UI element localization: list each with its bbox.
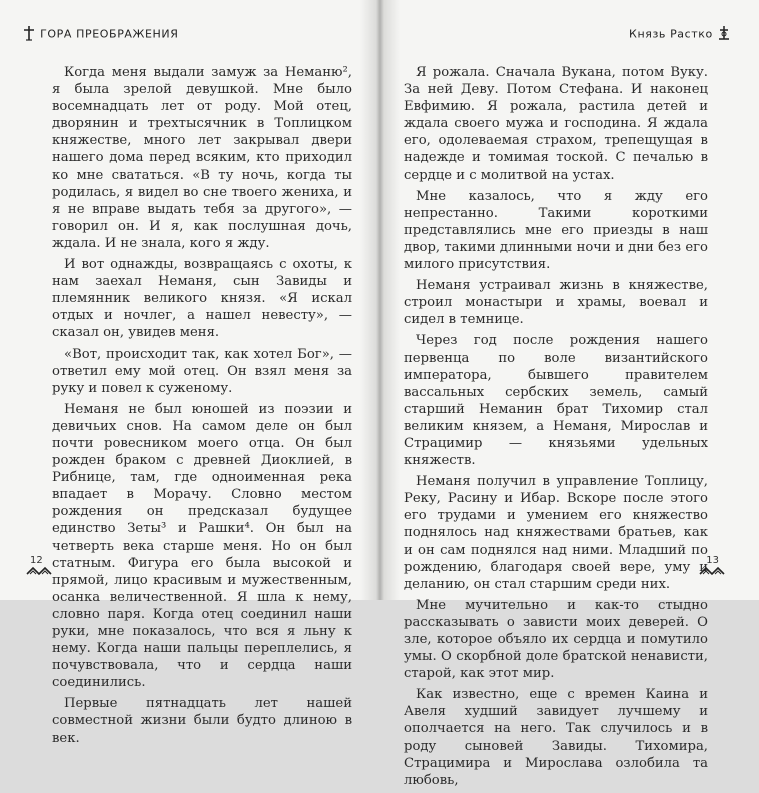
running-head-right	[629, 25, 731, 44]
paragraph: Я рожала. Сначала Вукана, потом Вуку. За ней Деву. Потом Стефана. И наконец Евфимию. Я рожала, растила детей и ждала своего мужа и господина. Я ждала его, одолеваемая страхом, трепещущая в надежде и томимая тоской. С печалью в сердце и с молитвой на устах.	[404, 65, 708, 183]
crown-icon	[717, 25, 731, 44]
paragraph: Неманя получил в управление Топлицу, Реку, Расину и Ибар. Вскоре после этого его трудами и умением его княжество поднялось над княжествами братьев, как и он сам поднялся над ними. Младший по рождению, благодаря своей вере, уму и деланию, он стал старшим среди них.	[404, 474, 708, 592]
right-page	[380, 0, 759, 788]
paragraph: Неманя устраивал жизнь в княжестве, строил монастыри и храмы, воевал и сидел в темнице.	[404, 278, 708, 328]
paragraph: Мне казалось, что я жду его непрестанно. Такими короткими представлялись мне его приезды в наш двор, такими длинными ночи и дни без его милого присутствия.	[404, 188, 708, 273]
paragraph: Мне мучительно и как-то стыдно рассказывать о зависти моих деверей. О зле, которое объяло их сердца и помутило умы. О скорбной доле братской ненависти, старой, как этот мир.	[404, 597, 708, 682]
running-head-title: ГОРА ПРЕОБРАЖЕНИЯ	[40, 27, 179, 41]
left-page	[0, 0, 378, 746]
paragraph: И вот однажды, возвращаясь с охоты, к нам заехал Неманя, сын Завиды и племянник великого князя. «Я искал отдых и ночлег, а нашел невесту», — сказал он, увидев меня.	[52, 257, 352, 341]
book-gutter	[360, 0, 400, 600]
page-number-right: 13	[706, 555, 719, 566]
wave-ornament-icon	[699, 561, 725, 580]
paragraph: Первые пятнадцать лет нашей совместной жизни были будто длиною в век.	[52, 696, 352, 746]
page-number-left: 12	[30, 555, 43, 566]
running-head-title: Князь Растко	[629, 27, 713, 41]
cross-icon	[22, 25, 36, 44]
paragraph: Как известно, еще с времен Каина и Авеля худший завидует лучшему и ополчается на него. Так случилось и в роду сыновей Завиды. Тихомира, Страцимира и Мирослава озлобила та любовь,	[404, 687, 708, 788]
running-head-left	[22, 25, 179, 44]
paragraph: Неманя не был юношей из поэзии и девичьих снов. На самом деле он был почти ровесником моего отца. Он был рожден браком с древней Диоклией, в Рибнице, там, где одноименная река впадает в Морачу. Словно местом рождения он предсказал будущее единство Зеты³ и Рашки⁴. Он был на четверть века старше меня. Но он был статным. Фигура его была высокой и прямой, лицо красивым и мужественным, осанка величественной. Я шла к нему, словно паря. Когда отец соединил наши руки, мне показалось, что вся я льну к нему. Когда наши пальцы переплелись, я почувствовала, что и сердца наши соединились.	[52, 401, 352, 691]
paragraph: Когда меня выдали замуж за Неманю², я была зрелой девушкой. Мне было восемнадцать лет от роду. Мой отец, дворянин и трехтысячник в Топлицком княжестве, много лет закрывал двери нашего дома перед всяким, кто приходил ко мне свататься. «В ту ночь, когда ты родилась, я видел во сне твоего жениха, и я не вправе выдать тебя за другого», — говорил он. И я, как послушная дочь, ждала. И не знала, кого я жду.	[52, 65, 352, 251]
left-page-text	[52, 64, 352, 751]
right-page-text	[404, 64, 708, 793]
paragraph: «Вот, происходит так, как хотел Бог», — ответил ему мой отец. Он взял меня за руку и повел к суженому.	[52, 346, 352, 396]
wave-ornament-icon	[26, 561, 52, 580]
paragraph: Через год после рождения нашего первенца по воле византийского императора, бывшего правителем вассальных сербских земель, самый старший Неманин брат Тихомир стал великим князем, а Неманя, Мирослав и Страцимир — князьями удельных княжеств.	[404, 333, 708, 469]
